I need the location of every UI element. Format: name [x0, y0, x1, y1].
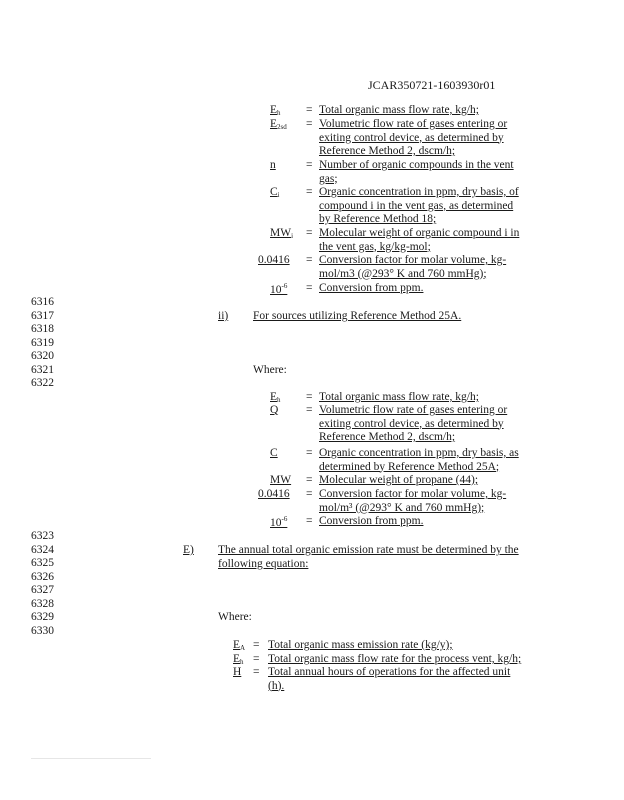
def-equals: =: [253, 666, 260, 678]
def-symbol: MW: [270, 474, 292, 486]
def-text: Total organic mass flow rate, kg/h;: [319, 104, 479, 116]
def-text: Molecular weight of organic compound i in the vent gas, kg/kg-mol;: [319, 227, 520, 253]
line-number: 6318: [31, 323, 54, 335]
item-marker: ii): [218, 310, 229, 322]
def-symbol: $C_i$: [270, 186, 280, 199]
def-text: Organic concentration in ppm, dry basis, as determined by Reference Method 25A;: [319, 447, 519, 473]
def-equals: =: [306, 186, 313, 198]
def-equals: =: [306, 404, 313, 416]
def-equals: =: [306, 474, 313, 486]
line-number: 6321: [31, 364, 54, 376]
def-equals: =: [306, 488, 313, 500]
footer-divider: [31, 758, 151, 759]
line-number: 6316: [31, 296, 54, 308]
def-text: Organic concentration in ppm, dry basis, of compound i in the vent gas, as determined by Reference Method 18;: [319, 186, 519, 225]
def-text: Molecular weight of propane (44);: [319, 474, 479, 486]
def-symbol: $10^{-6}$: [270, 282, 288, 296]
def-text: Conversion from ppm.: [319, 515, 424, 527]
def-text: Conversion factor for molar volume, kg- mol/m3 (@293° K and 760 mmHg);: [319, 254, 507, 280]
def-equals: =: [306, 118, 313, 130]
def-symbol: $E_h$: [233, 653, 244, 666]
def-symbol: C: [270, 447, 278, 459]
def-equals: =: [306, 447, 313, 459]
line-number: 6320: [31, 350, 54, 362]
def-text: Total organic mass flow rate for the process vent, kg/h;: [268, 653, 522, 665]
def-text: Total annual hours of operations for the affected unit (h).: [268, 666, 511, 692]
def-symbol: $E_{2sd}$: [270, 118, 287, 131]
item-heading: For sources utilizing Reference Method 25A.: [253, 310, 462, 322]
line-number: 6317: [31, 310, 54, 322]
def-symbol: $E_h$: [270, 391, 281, 404]
document-id: JCAR350721-1603930r01: [368, 78, 496, 92]
line-number: 6329: [31, 611, 54, 623]
def-symbol: $10^{-6}$: [270, 515, 288, 529]
def-symbol: 0.0416: [258, 254, 290, 266]
def-text: Total organic mass emission rate (kg/y);: [268, 639, 453, 651]
def-symbol: $E_h$: [270, 104, 281, 117]
def-text: Volumetric flow rate of gases entering or exiting control device, as determined by Reference Method 2, dscm/h;: [319, 118, 508, 157]
line-number: 6327: [31, 584, 54, 596]
def-equals: =: [253, 653, 260, 665]
def-text: Number of organic compounds in the vent gas;: [319, 159, 514, 185]
def-symbol: $E_A$: [233, 639, 246, 652]
def-symbol: 0.0416: [258, 488, 290, 500]
where-label: Where:: [253, 364, 287, 376]
line-number: 6326: [31, 571, 54, 583]
line-number: 6322: [31, 377, 54, 389]
def-equals: =: [306, 391, 313, 403]
def-text: Total organic mass flow rate, kg/h;: [319, 391, 479, 403]
def-symbol: $MW_i$: [270, 227, 294, 240]
line-number: 6325: [31, 557, 54, 569]
def-symbol: Q: [270, 404, 279, 416]
line-number: 6328: [31, 598, 54, 610]
def-text: Volumetric flow rate of gases entering or exiting control device, as determined by Reference Method 2, dscm/h;: [319, 404, 508, 443]
def-equals: =: [306, 282, 313, 294]
line-number: 6324: [31, 544, 54, 556]
line-number: 6330: [31, 625, 54, 637]
def-equals: =: [253, 639, 260, 651]
item-text: The annual total organic emission rate must be determined by the following equation:: [218, 544, 519, 570]
line-number: 6319: [31, 337, 54, 349]
def-equals: =: [306, 227, 313, 239]
where-label: Where:: [218, 611, 252, 623]
def-symbol: n: [270, 159, 276, 171]
def-text: Conversion from ppm.: [319, 282, 424, 294]
line-number: 6323: [31, 530, 54, 542]
def-equals: =: [306, 104, 313, 116]
def-symbol: H: [233, 666, 242, 678]
def-text: Conversion factor for molar volume, kg- mol/m³ (@293° K and 760 mmHg);: [319, 488, 507, 514]
def-equals: =: [306, 515, 313, 527]
def-equals: =: [306, 159, 313, 171]
def-equals: =: [306, 254, 313, 266]
item-marker: E): [183, 544, 194, 556]
